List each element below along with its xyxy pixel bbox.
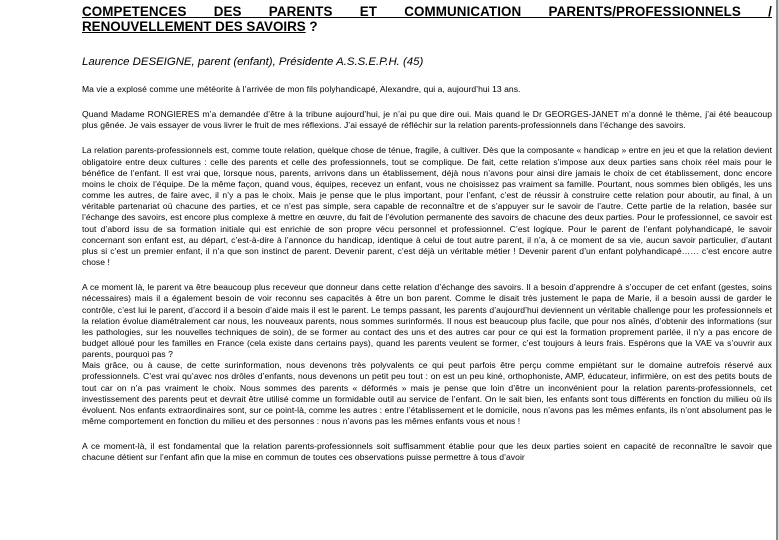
- paragraph-4: A ce moment là, le parent va être beaucoup plus receveur que donneur dans cette relation d’échange des savoirs. Il a besoin d’apprendre à s’occuper de cet enfant (gestes, soins nécessaires) mais il a également besoin de voir reconnu ses capacités à être un bon parent. Comme le disait très justement le papa de Marie, il a besoin aussi de garder le contrôle, c’est lui le parent, d’accord il a besoin d’aide mais il est le parent. Le temps passant, les parents d’aujourd’hui deviennent un véritable challenge pour les professionnels et la relation évolue diamétralement car nous, les nouveaux parents, nous sommes surinformés. Il nous est beaucoup plus facile, que pour nos aînés, d’obtenir des informations (sur les pathologies, sur les nouvelles techniques de soin), de se former au contact des uns et des autres car pour ce qui est la formation proprement parlée, il n’y a pas encore de budget alloué pour les familles en France (cela existe dans certains pays), quand les parents veulent se former, c’est toujours à leurs frais. Espérons que la VAE va s’ouvrir aux parents, pourquoi pas ?: [82, 282, 772, 360]
- document-title-line2-underlined: RENOUVELLEMENT DES SAVOIRS: [82, 19, 306, 34]
- author-line: Laurence DESEIGNE, parent (enfant), Présidente A.S.S.E.P.H. (45): [82, 56, 424, 68]
- document-title-line1: COMPETENCES DES PARENTS ET COMMUNICATION PARENTS/PROFESSIONNELS /: [82, 4, 772, 19]
- document-title-line2: [82, 19, 772, 34]
- document-content: [82, 4, 772, 464]
- paragraph-5: Mais grâce, ou à cause, de cette surinformation, nous devenons très polyvalents ce qui peut parfois être perçu comme empiétant sur le domaine autrefois réservé aux professionnels. C’est vrai qu’avec nos drôles d’enfants, nous devenons un petit peu tout : on est un peu kiné, orthophoniste, AMP, éducateur, infirmière, on est des petits bouts de tout car on n’a pas vraiment le choix. Nous sommes des parents « déformés » mais je pense que loin d’être un inconvénient pour la relation parents-professionnels, cet investissement des parents peut et devrait être utilisé comme un formidable outil au service de l’enfant. On le sait bien, les enfants sont tous différents en fonction du milieu où ils évoluent. Nos enfants extraordinaires sont, sur ce point-là, comme les autres : entre l’établissement et le domicile, nous n’avons pas les mêmes enfants, ils n’ont absolument pas le même comportement en fonction du milieu et des personnes : nous n’avons pas les mêmes enfants vous et nous !: [82, 360, 772, 427]
- paragraph-1: Ma vie a explosé comme une météorite à l’arrivée de mon fils polyhandicapé, Alexandre, qui a, aujourd’hui 13 ans.: [82, 84, 521, 94]
- paragraph-6: A ce moment-là, il est fondamental que la relation parents-professionnels soit suffisamment établie pour que les deux parties soient en capacité de reconnaître le savoir que chacune détient sur l’enfant afin que la mise en commun de toutes ces observations puisse permettre à tous d’avoir: [82, 441, 772, 463]
- paragraph-3: La relation parents-professionnels est, comme toute relation, quelque chose de ténue, fragile, à cultiver. Dès que la composante « handicap » entre en jeu et que la relation devient obligatoire entre deux cultures : celle des parents et celle des professionnels, tout se complique. De fait, cette relation s’impose aux deux parties sans choix réel mais pour le bénéfice de l’enfant. Il est vrai que, lorsque nous, parents, arrivons dans un établissement, déjà nous n’avons pour ainsi dire jamais le choix de cet établissement, donc encore moins le choix de l’équipe. De la même façon, quand vous, équipes, recevez un enfant, vous ne choisissez pas vraiment sa famille. Pourtant, nous sommes bien obligés, les uns comme les autres, de faire avec, il n’y a pas le choix. Mais je pense que le plus important, pour l’enfant, c’est de réussir à construire cette relation pour aboutir, au final, à un véritable partenariat où chacune des parties, et ce n’est pas simple, sera capable de reconnaître et de s’appuyer sur le savoir de l’autre. Cette partie de la relation, basée sur l’échange des savoirs, est encore plus complexe à mettre en œuvre, du fait de l’évolution permanente des savoirs de chacune des deux parties. Pour le professionnel, ce savoir est tout d’abord issu de sa formation initiale qui est enrichie de son propre vécu personnel et professionnel. C’est logique. Pour le parent de l’enfant polyhandicapé, le savoir concernant son enfant est, au départ, c’est-à-dire à l’annonce du handicap, identique à celui de tout autre parent, il n’a, à ce moment de sa vie, aucun savoir particulier, d’autant plus si c’est un premier enfant, il n’a que son instinct de parent. Devenir parent, c’est déjà un véritable métier ! Devenir parent d’un enfant polyhandicapé…… c’est encore autre chose !: [82, 145, 772, 268]
- paragraph-2: Quand Madame RONGIERES m’a demandée d’être à la tribune aujourd’hui, je n’ai pu que dire oui. Mais quand le Dr GEORGES-JANET m’a donné le thème, j’ai été beaucoup plus gênée. Je vais essayer de vous livrer le fruit de mes réflexions. J’ai essayé de réfléchir sur la relation parents-professionnels dans l’échange des savoirs.: [82, 109, 772, 131]
- document-title-line2-tail: ?: [305, 19, 318, 34]
